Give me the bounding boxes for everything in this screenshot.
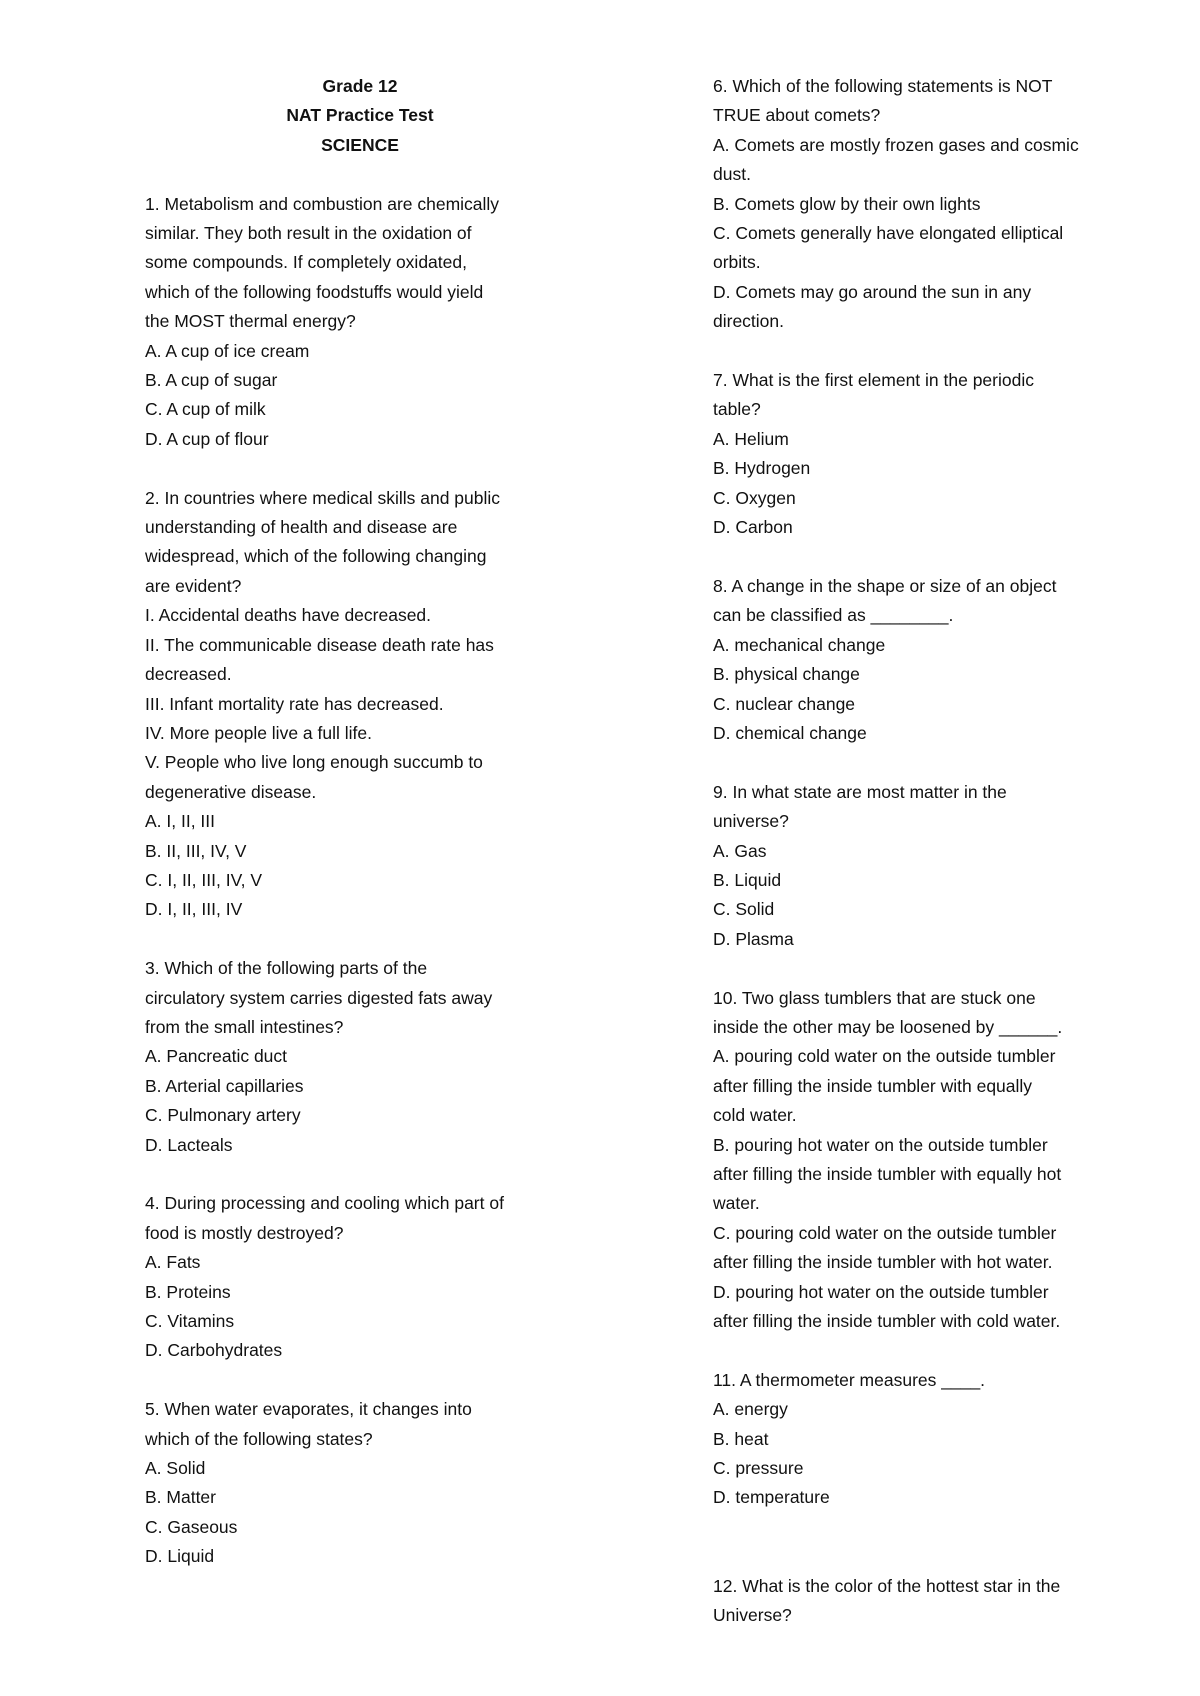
answer-option: B. Arterial capillaries	[145, 1075, 304, 1096]
answer-option: direction.	[713, 311, 785, 332]
spacer	[713, 1542, 1153, 1571]
spacer	[713, 1336, 1153, 1365]
question-block	[713, 366, 1153, 542]
spacer	[713, 542, 1153, 571]
question-text-line: some compounds. If completely oxidated,	[145, 252, 467, 273]
answer-option: D. temperature	[713, 1487, 830, 1508]
answer-option: orbits.	[713, 252, 761, 273]
question-block	[713, 778, 1153, 954]
answer-option: dust.	[713, 164, 751, 185]
answer-option: D. pouring hot water on the outside tumbler	[713, 1281, 1049, 1302]
answer-option: A. Solid	[145, 1458, 206, 1479]
spacer	[145, 160, 575, 189]
question-block	[145, 954, 575, 1160]
question-block	[145, 1395, 575, 1571]
answer-option: A. Helium	[713, 428, 789, 449]
answer-option: D. A cup of flour	[145, 428, 269, 449]
answer-option: D. Carbon	[713, 517, 793, 538]
answer-option: A. mechanical change	[713, 634, 886, 655]
question-block	[145, 484, 575, 925]
answer-option: after filling the inside tumbler with equally hot	[713, 1163, 1062, 1184]
test-title: NAT Practice Test	[286, 105, 434, 126]
answer-option: A. Comets are mostly frozen gases and cosmic	[713, 134, 1079, 155]
question-text-line: table?	[713, 399, 761, 420]
spacer	[145, 925, 575, 954]
answer-option: B. A cup of sugar	[145, 370, 278, 391]
answer-option: after filling the inside tumbler with hot water.	[713, 1252, 1053, 1273]
question-text-line: which of the following states?	[145, 1428, 373, 1449]
grade-title: Grade 12	[322, 76, 398, 96]
right-question-list	[713, 72, 1153, 1630]
answer-option: B. Comets glow by their own lights	[713, 193, 981, 214]
question-text-line: IV. More people live a full life.	[145, 722, 372, 743]
question-text-line: 7. What is the first element in the periodic	[713, 370, 1034, 391]
question-text-line: II. The communicable disease death rate has	[145, 634, 494, 655]
answer-option: A. Pancreatic duct	[145, 1046, 288, 1067]
question-text-line: the MOST thermal energy?	[145, 311, 356, 332]
answer-option: B. II, III, IV, V	[145, 840, 247, 861]
answer-option: A. A cup of ice cream	[145, 340, 310, 361]
question-text-line: 11. A thermometer measures ____.	[713, 1369, 986, 1390]
question-block	[145, 1189, 575, 1365]
answer-option: D. chemical change	[713, 722, 867, 743]
spacer	[145, 454, 575, 483]
question-text-line: which of the following foodstuffs would yield	[145, 281, 484, 302]
answer-option: A. Fats	[145, 1252, 201, 1273]
answer-option: B. Liquid	[713, 869, 782, 890]
question-text-line: III. Infant mortality rate has decreased.	[145, 693, 444, 714]
question-block	[713, 72, 1153, 337]
answer-option: A. Gas	[713, 840, 767, 861]
answer-option: C. pressure	[713, 1458, 804, 1479]
answer-option: C. Pulmonary artery	[145, 1105, 301, 1126]
spacer	[713, 337, 1153, 366]
answer-option: B. Proteins	[145, 1281, 231, 1302]
answer-option: C. Oxygen	[713, 487, 796, 508]
spacer	[713, 1513, 1153, 1542]
answer-option: C. I, II, III, IV, V	[145, 869, 263, 890]
question-text-line: I. Accidental deaths have decreased.	[145, 605, 432, 626]
question-text-line: TRUE about comets?	[713, 105, 881, 126]
answer-option: C. Solid	[713, 899, 775, 920]
answer-option: B. physical change	[713, 664, 860, 685]
answer-option: B. Matter	[145, 1487, 216, 1508]
question-text-line: similar. They both result in the oxidation of	[145, 223, 472, 244]
answer-option: B. Hydrogen	[713, 458, 811, 479]
answer-option: cold water.	[713, 1105, 797, 1126]
left-question-list	[145, 190, 575, 1572]
question-text-line: V. People who live long enough succumb to	[145, 752, 483, 773]
question-text-line: inside the other may be loosened by ______.	[713, 1016, 1063, 1037]
question-text-line: can be classified as ________.	[713, 605, 954, 626]
question-block	[713, 572, 1153, 748]
answer-option: D. Liquid	[145, 1546, 215, 1567]
question-text-line: 1. Metabolism and combustion are chemically	[145, 193, 500, 214]
question-text-line: understanding of health and disease are	[145, 517, 458, 538]
subject-title: SCIENCE	[321, 134, 399, 155]
question-text-line: are evident?	[145, 575, 242, 596]
question-text-line: 10. Two glass tumblers that are stuck one	[713, 987, 1036, 1008]
question-text-line: decreased.	[145, 664, 232, 685]
spacer	[145, 1160, 575, 1189]
question-text-line: from the small intestines?	[145, 1016, 344, 1037]
question-block	[713, 1572, 1153, 1631]
answer-option: A. pouring cold water on the outside tumbler	[713, 1046, 1056, 1067]
answer-option: A. energy	[713, 1399, 788, 1420]
answer-option: C. Gaseous	[145, 1516, 238, 1537]
answer-option: D. Plasma	[713, 928, 794, 949]
answer-option: A. I, II, III	[145, 811, 216, 832]
spacer	[713, 954, 1153, 983]
answer-option: D. I, II, III, IV	[145, 899, 243, 920]
answer-option: C. Comets generally have elongated elliptical	[713, 223, 1064, 244]
answer-option: after filling the inside tumbler with cold water.	[713, 1311, 1061, 1331]
right-column	[713, 72, 1153, 1630]
answer-option: B. heat	[713, 1428, 769, 1449]
question-text-line: 4. During processing and cooling which part of	[145, 1193, 504, 1214]
answer-option: C. pouring cold water on the outside tumbler	[713, 1222, 1057, 1243]
answer-option: D. Carbohydrates	[145, 1340, 283, 1361]
question-text-line: 3. Which of the following parts of the	[145, 958, 428, 979]
answer-option: B. pouring hot water on the outside tumbler	[713, 1134, 1048, 1155]
question-text-line: 9. In what state are most matter in the	[713, 781, 1007, 802]
question-block	[713, 1366, 1153, 1513]
document-header	[145, 72, 575, 160]
question-text-line: 2. In countries where medical skills and public	[145, 487, 501, 508]
spacer	[145, 1366, 575, 1395]
question-text-line: 12. What is the color of the hottest star in the	[713, 1575, 1061, 1596]
question-text-line: food is mostly destroyed?	[145, 1222, 344, 1243]
answer-option: C. Vitamins	[145, 1311, 235, 1331]
question-text-line: widespread, which of the following changing	[145, 546, 487, 567]
question-text-line: Universe?	[713, 1605, 792, 1626]
question-block	[145, 190, 575, 455]
answer-option: C. nuclear change	[713, 693, 856, 714]
question-text-line: universe?	[713, 811, 789, 832]
question-text-line: 5. When water evaporates, it changes into	[145, 1399, 472, 1420]
answer-option: after filling the inside tumbler with equally	[713, 1075, 1033, 1096]
question-text-line: circulatory system carries digested fats away	[145, 987, 493, 1008]
question-text-line: degenerative disease.	[145, 781, 317, 802]
spacer	[713, 748, 1153, 777]
question-text-line: 8. A change in the shape or size of an object	[713, 575, 1057, 596]
answer-option: D. Comets may go around the sun in any	[713, 281, 1032, 302]
question-text-line: 6. Which of the following statements is NOT	[713, 76, 1053, 96]
answer-option: C. A cup of milk	[145, 399, 266, 420]
question-block	[713, 984, 1153, 1337]
answer-option: water.	[713, 1193, 760, 1214]
answer-option: D. Lacteals	[145, 1134, 233, 1155]
left-column	[145, 72, 575, 1572]
